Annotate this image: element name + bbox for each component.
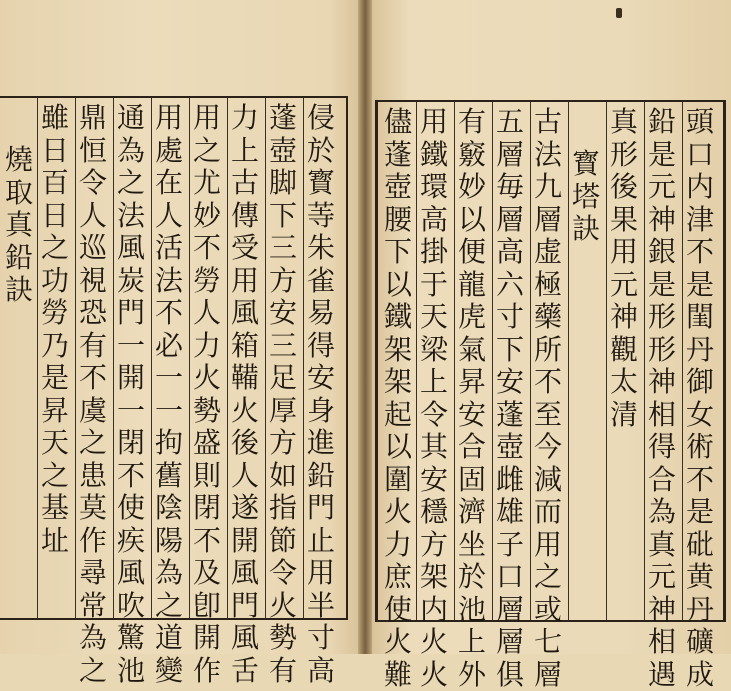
book-gutter: [358, 0, 372, 654]
left-heading: 燒 取 真 鉛 訣: [4, 143, 33, 306]
right-text-column: 儘 蓬 壺 腰 下 以 鐵 架 架 起 以 圍 火 力 庶 使 火 難: [383, 105, 412, 691]
left-text-column: 蓬 壺 脚 下 三 方 安 三 足 厚 方 如 指 節 令 火 勢 有: [268, 101, 297, 687]
left-text-column: 通 為 之 法 風 炭 門 一 開 一 閉 不 使 疾 風 吹 驚 池: [116, 101, 145, 687]
left-page: [0, 0, 365, 687]
right-text-column: 頭 口 内 津 不 是 閨 丹 御 女 術 不 是 砒 黄 丹 礦 成: [685, 105, 714, 691]
right-text-column: 用 鐵 環 高 掛 于 天 梁 上 令 其 安 穩 方 架 内 火 火: [419, 105, 448, 691]
left-text-column: 用 處 在 人 活 法 不 必 一 一 拘 舊 陰 陽 為 之 道 變: [154, 101, 183, 687]
right-text-column: 古 法 九 層 虚 極 藥 所 不 至 今 減 而 用 之 或 七 層: [533, 105, 562, 691]
left-text-column: 用 之 尤 妙 不 勞 人 力 火 勢 盛 則 閉 不 及 卽 開 作: [192, 101, 221, 687]
left-text-column: 力 上 古 傳 受 用 風 箱 鞴 火 後 人 遂 開 風 門 風 舌: [230, 101, 259, 687]
left-text-column: 侵 於 寳 䓁 朱 雀 易 得 安 身 進 鉛 門 止 用 半 寸 高: [306, 101, 335, 687]
right-heading: 寳 塔 訣: [571, 147, 600, 245]
right-page-frame: [375, 100, 726, 691]
right-text-column: 五 層 毎 層 高 六 寸 下 安 蓬 壺 雌 雄 子 口 層 層 俱: [495, 105, 524, 691]
left-text-column: 鼎 恒 令 人 巡 視 恐 有 不 虞 之 患 莫 作 尋 常 為 之: [78, 101, 107, 687]
left-text-column: 雖 日 百 日 之 功 勞 乃 是 昇 天 之 基 址: [40, 101, 69, 557]
ink-spot: [616, 8, 622, 18]
left-page-frame: [0, 96, 348, 687]
right-text-column: 真 形 後 果 用 元 神 觀 太 清: [609, 105, 638, 431]
right-text-column: 鉛 是 元 神 銀 是 形 形 神 相 得 合 為 真 元 神 相 遇: [647, 105, 676, 691]
right-text-column: 有 竅 妙 以 便 龍 虎 氣 昇 安 合 固 濟 坐 於 池 上 外: [457, 105, 486, 691]
